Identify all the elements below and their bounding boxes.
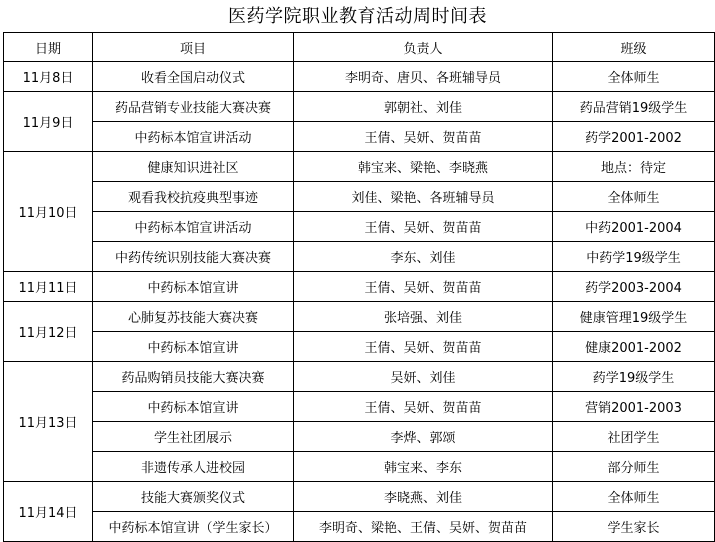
schedule-table <box>3 32 715 542</box>
date-cell[interactable]: 11月8日 <box>4 62 93 92</box>
item-cell[interactable]: 学生社团展示 <box>93 422 294 452</box>
table-row <box>4 512 715 542</box>
responsible-cell[interactable]: 李晓燕、刘佳 <box>294 482 553 512</box>
responsible-cell[interactable]: 张培强、刘佳 <box>294 302 553 332</box>
table-row <box>4 452 715 482</box>
table-row <box>4 212 715 242</box>
table-row <box>4 302 715 332</box>
class-cell[interactable]: 营销2001-2003 <box>553 392 715 422</box>
class-cell[interactable]: 学生家长 <box>553 512 715 542</box>
header-class[interactable]: 班级 <box>553 33 715 62</box>
class-cell[interactable]: 全体师生 <box>553 182 715 212</box>
responsible-cell[interactable]: 王倩、吴妍、贺苗苗 <box>294 272 553 302</box>
item-cell[interactable]: 中药标本馆宣讲 <box>93 392 294 422</box>
header-row <box>4 33 715 62</box>
responsible-cell[interactable]: 李明奇、梁艳、王倩、吴妍、贺苗苗 <box>294 512 553 542</box>
class-cell[interactable]: 中药2001-2004 <box>553 212 715 242</box>
date-cell[interactable]: 11月10日 <box>4 152 93 272</box>
class-cell[interactable]: 地点：待定 <box>553 152 715 182</box>
responsible-cell[interactable]: 韩宝来、李东 <box>294 452 553 482</box>
class-cell[interactable]: 部分师生 <box>553 452 715 482</box>
responsible-cell[interactable]: 刘佳、梁艳、各班辅导员 <box>294 182 553 212</box>
table-row <box>4 362 715 392</box>
page-title: 医药学院职业教育活动周时间表 <box>228 6 487 27</box>
item-cell[interactable]: 心肺复苏技能大赛决赛 <box>93 302 294 332</box>
item-cell[interactable]: 收看全国启动仪式 <box>93 62 294 92</box>
class-cell[interactable]: 社团学生 <box>553 422 715 452</box>
item-cell[interactable]: 非遗传承人进校园 <box>93 452 294 482</box>
header-responsible[interactable]: 负责人 <box>294 33 553 62</box>
table-row <box>4 92 715 122</box>
class-cell[interactable]: 健康管理19级学生 <box>553 302 715 332</box>
responsible-cell[interactable]: 李东、刘佳 <box>294 242 553 272</box>
date-cell[interactable]: 11月9日 <box>4 92 93 152</box>
item-cell[interactable]: 中药标本馆宣讲 <box>93 272 294 302</box>
table-row <box>4 392 715 422</box>
date-cell[interactable]: 11月13日 <box>4 362 93 482</box>
item-cell[interactable]: 观看我校抗疫典型事迹 <box>93 182 294 212</box>
responsible-cell[interactable]: 李烨、郭颂 <box>294 422 553 452</box>
class-cell[interactable]: 健康2001-2002 <box>553 332 715 362</box>
table-row <box>4 62 715 92</box>
table-row <box>4 122 715 152</box>
table-row <box>4 422 715 452</box>
table-row <box>4 482 715 512</box>
responsible-cell[interactable]: 郭朝社、刘佳 <box>294 92 553 122</box>
item-cell[interactable]: 中药标本馆宣讲活动 <box>93 122 294 152</box>
class-cell[interactable]: 药学2003-2004 <box>553 272 715 302</box>
responsible-cell[interactable]: 李明奇、唐贝、各班辅导员 <box>294 62 553 92</box>
class-cell[interactable]: 全体师生 <box>553 482 715 512</box>
item-cell[interactable]: 健康知识进社区 <box>93 152 294 182</box>
schedule-body <box>4 62 715 542</box>
item-cell[interactable]: 药品营销专业技能大赛决赛 <box>93 92 294 122</box>
header-date[interactable]: 日期 <box>4 33 93 62</box>
item-cell[interactable]: 中药标本馆宣讲活动 <box>93 212 294 242</box>
class-cell[interactable]: 药学19级学生 <box>553 362 715 392</box>
table-row <box>4 182 715 212</box>
responsible-cell[interactable]: 吴妍、刘佳 <box>294 362 553 392</box>
table-row <box>4 332 715 362</box>
responsible-cell[interactable]: 王倩、吴妍、贺苗苗 <box>294 392 553 422</box>
item-cell[interactable]: 中药标本馆宣讲（学生家长） <box>93 512 294 542</box>
table-row <box>4 242 715 272</box>
responsible-cell[interactable]: 王倩、吴妍、贺苗苗 <box>294 212 553 242</box>
table-row <box>4 152 715 182</box>
item-cell[interactable]: 技能大赛颁奖仪式 <box>93 482 294 512</box>
date-cell[interactable]: 11月14日 <box>4 482 93 542</box>
responsible-cell[interactable]: 王倩、吴妍、贺苗苗 <box>294 122 553 152</box>
item-cell[interactable]: 中药传统识别技能大赛决赛 <box>93 242 294 272</box>
item-cell[interactable]: 药品购销员技能大赛决赛 <box>93 362 294 392</box>
table-row <box>4 272 715 302</box>
class-cell[interactable]: 药品营销19级学生 <box>553 92 715 122</box>
header-item[interactable]: 项目 <box>93 33 294 62</box>
class-cell[interactable]: 药学2001-2002 <box>553 122 715 152</box>
class-cell[interactable]: 中药学19级学生 <box>553 242 715 272</box>
date-cell[interactable]: 11月12日 <box>4 302 93 362</box>
responsible-cell[interactable]: 王倩、吴妍、贺苗苗 <box>294 332 553 362</box>
date-cell[interactable]: 11月11日 <box>4 272 93 302</box>
item-cell[interactable]: 中药标本馆宣讲 <box>93 332 294 362</box>
responsible-cell[interactable]: 韩宝来、梁艳、李晓燕 <box>294 152 553 182</box>
class-cell[interactable]: 全体师生 <box>553 62 715 92</box>
